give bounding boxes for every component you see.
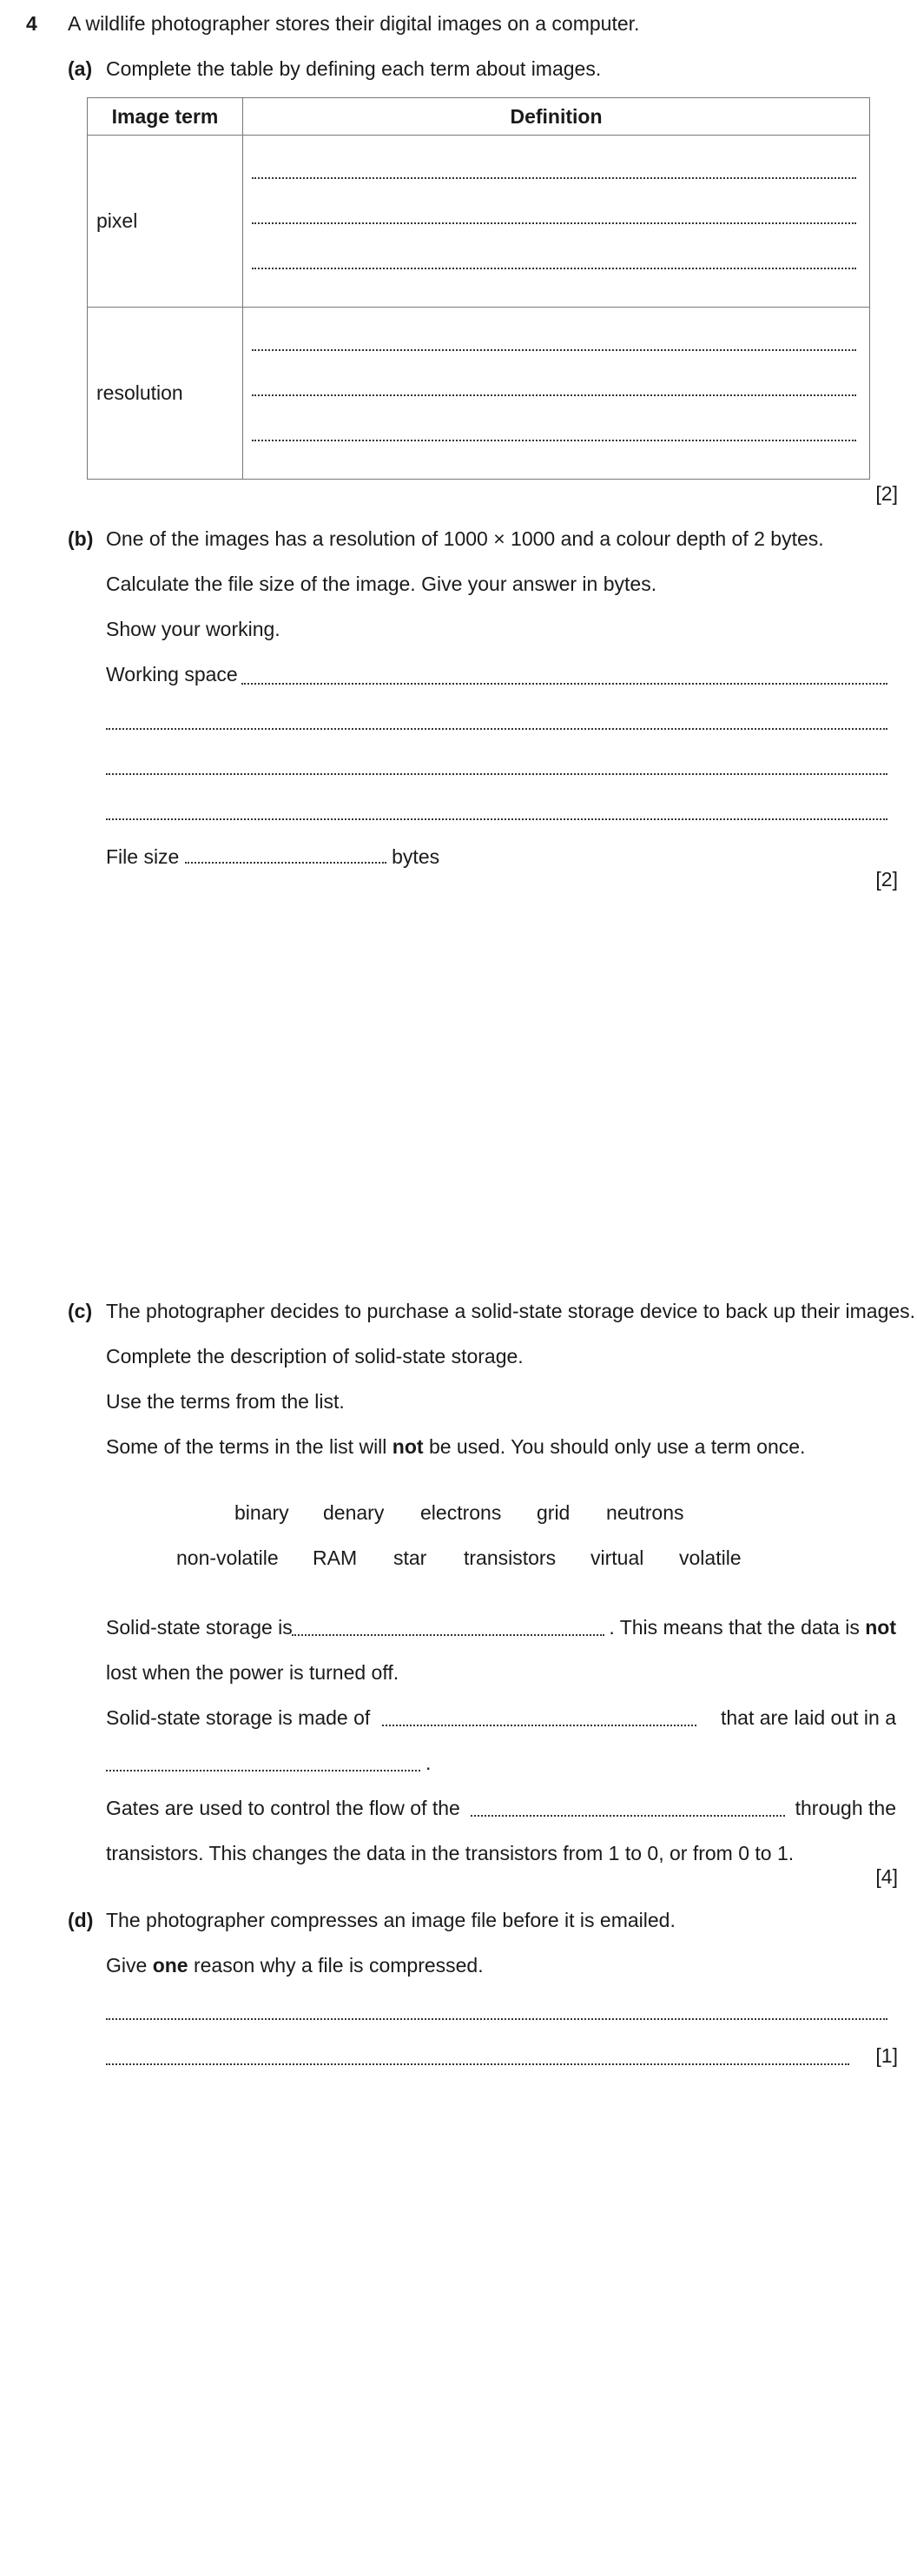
definition-resolution-answer-area[interactable] [243,308,870,480]
file-size-label: File size [106,845,180,868]
term-electrons: electrons [420,1501,502,1524]
part-c-line2: Complete the description of solid-state storage. [106,1345,524,1367]
s3-pre: Gates are used to control the flow of the [106,1797,460,1819]
term-resolution: resolution [88,308,243,480]
s3-continued: transistors. This changes the data in the transistors from 1 to 0, or from 0 to 1. [106,1842,795,1864]
s1-post-line: . This means that the data is not [609,1616,896,1639]
definition-pixel-answer-area[interactable] [243,136,870,308]
term-non-volatile: non-volatile [176,1546,279,1569]
part-a-label: (a) [68,57,93,80]
table-header-term: Image term [88,98,243,136]
part-a-instruction: Complete the table by defining each term about images. [106,57,602,80]
part-c-label: (c) [68,1300,93,1322]
part-b-label: (b) [68,527,94,550]
part-a-marks: [2] [875,482,898,505]
term-virtual: virtual [590,1546,644,1569]
part-d-answer-line[interactable] [106,2063,849,2065]
part-d-line1: The photographer compresses an image file before it is emailed. [106,1909,676,1931]
working-line[interactable] [106,773,887,775]
table-row [88,136,870,308]
part-d-label: (d) [68,1909,94,1931]
term-grid: grid [537,1501,571,1524]
term-ram: RAM [313,1546,358,1569]
part-b-line2: Calculate the file size of the image. Give your answer in bytes. [106,573,657,595]
s1-continued: lost when the power is turned off. [106,1661,399,1684]
working-line[interactable] [106,818,887,820]
part-c-line1: The photographer decides to purchase a solid-state storage device to back up their images. [106,1300,916,1322]
file-size-line [106,845,439,869]
file-size-unit: bytes [392,845,440,868]
term-denary: denary [323,1501,385,1524]
term-neutrons: neutrons [606,1501,684,1524]
part-d-answer-line[interactable] [106,2018,887,2020]
s2-pre: Solid-state storage is made of [106,1706,371,1729]
part-c-marks: [4] [875,1865,898,1888]
s2-end: . [426,1752,432,1774]
term-pixel: pixel [88,136,243,308]
s2-answer-2[interactable] [106,1770,420,1771]
question-number: 4 [26,12,37,35]
table-row [88,308,870,480]
term-star: star [393,1546,427,1569]
working-space-label: Working space [106,663,238,685]
part-c-line4: Some of the terms in the list will not be used. You should only use a term once. [106,1435,806,1458]
term-transistors: transistors [464,1546,557,1569]
term-binary: binary [234,1501,289,1524]
term-volatile: volatile [679,1546,742,1569]
s2-answer-1[interactable] [382,1725,696,1726]
part-d-line2: Give one reason why a file is compressed. [106,1954,484,1977]
question-stem: A wildlife photographer stores their digital images on a computer. [68,12,640,35]
part-b-line3: Show your working. [106,618,280,640]
table-header-definition: Definition [243,98,870,136]
s1-pre: Solid-state storage is [106,1616,293,1639]
working-line[interactable] [106,728,887,730]
image-term-table [87,97,870,480]
s1-answer[interactable] [292,1634,604,1636]
part-c-line3: Use the terms from the list. [106,1390,345,1413]
s3-answer[interactable] [471,1815,785,1817]
part-b-marks: [2] [875,868,898,891]
part-b-line1: One of the images has a resolution of 1000 × 1000 and a colour depth of 2 bytes. [106,527,824,550]
s3-post: through the [795,1797,896,1819]
s2-post: that are laid out in a [720,1706,896,1729]
part-d-marks: [1] [875,2044,898,2067]
file-size-answer[interactable] [185,861,386,864]
working-line[interactable] [241,683,887,685]
